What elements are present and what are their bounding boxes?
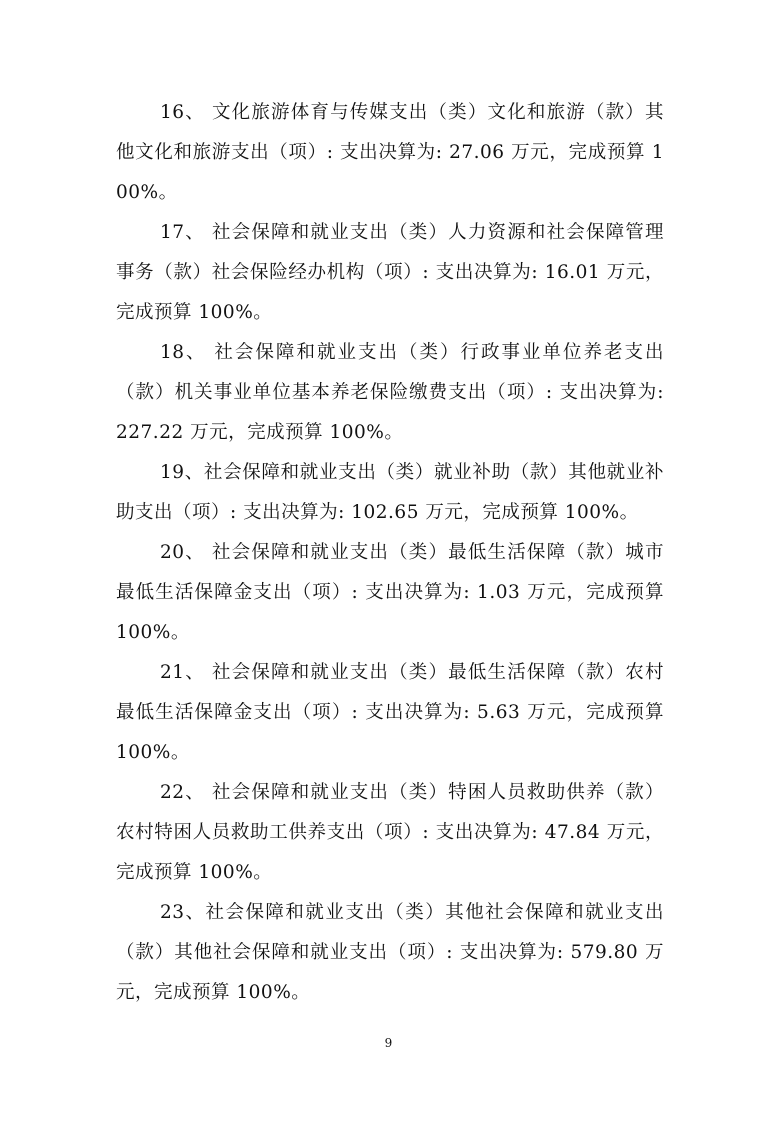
paragraph-18: 18、 社会保障和就业支出（类）行政事业单位养老支出（款）机关事业单位基本养老保险缴费支出（项）: 支出决算为: 227.22 万元，完成预算 100%。 <box>116 342 664 443</box>
page-number: 9 <box>384 1036 393 1050</box>
paragraph-20: 20、 社会保障和就业支出（类）最低生活保障（款）城市最低生活保障金支出（项）: 支出决算为: 1.03 万元，完成预算 100%。 <box>116 542 664 643</box>
paragraph-23: 23、社会保障和就业支出（类）其他社会保障和就业支出（款）其他社会保障和就业支出（项）: 支出决算为: 579.80 万元，完成预算 100%。 <box>116 902 664 1003</box>
paragraph-16: 16、 文化旅游体育与传媒支出（类）文化和旅游（款）其他文化和旅游支出（项）: 支出决算为: 27.06 万元，完成预算 100%。 <box>116 102 664 203</box>
paragraph-17: 17、 社会保障和就业支出（类）人力资源和社会保障管理事务（款）社会保险经办机构（项）: 支出决算为: 16.01 万元，完成预算 100%。 <box>116 222 664 323</box>
paragraph-22: 22、 社会保障和就业支出（类）特困人员救助供养（款）农村特困人员救助工供养支出（项）: 支出决算为: 47.84 万元，完成预算 100%。 <box>116 782 664 883</box>
document-body <box>116 93 664 1013</box>
paragraph-19: 19、社会保障和就业支出（类）就业补助（款）其他就业补助支出（项）: 支出决算为: 102.65 万元，完成预算 100%。 <box>116 462 664 523</box>
paragraph-21: 21、 社会保障和就业支出（类）最低生活保障（款）农村最低生活保障金支出（项）: 支出决算为: 5.63 万元，完成预算 100%。 <box>116 662 664 763</box>
